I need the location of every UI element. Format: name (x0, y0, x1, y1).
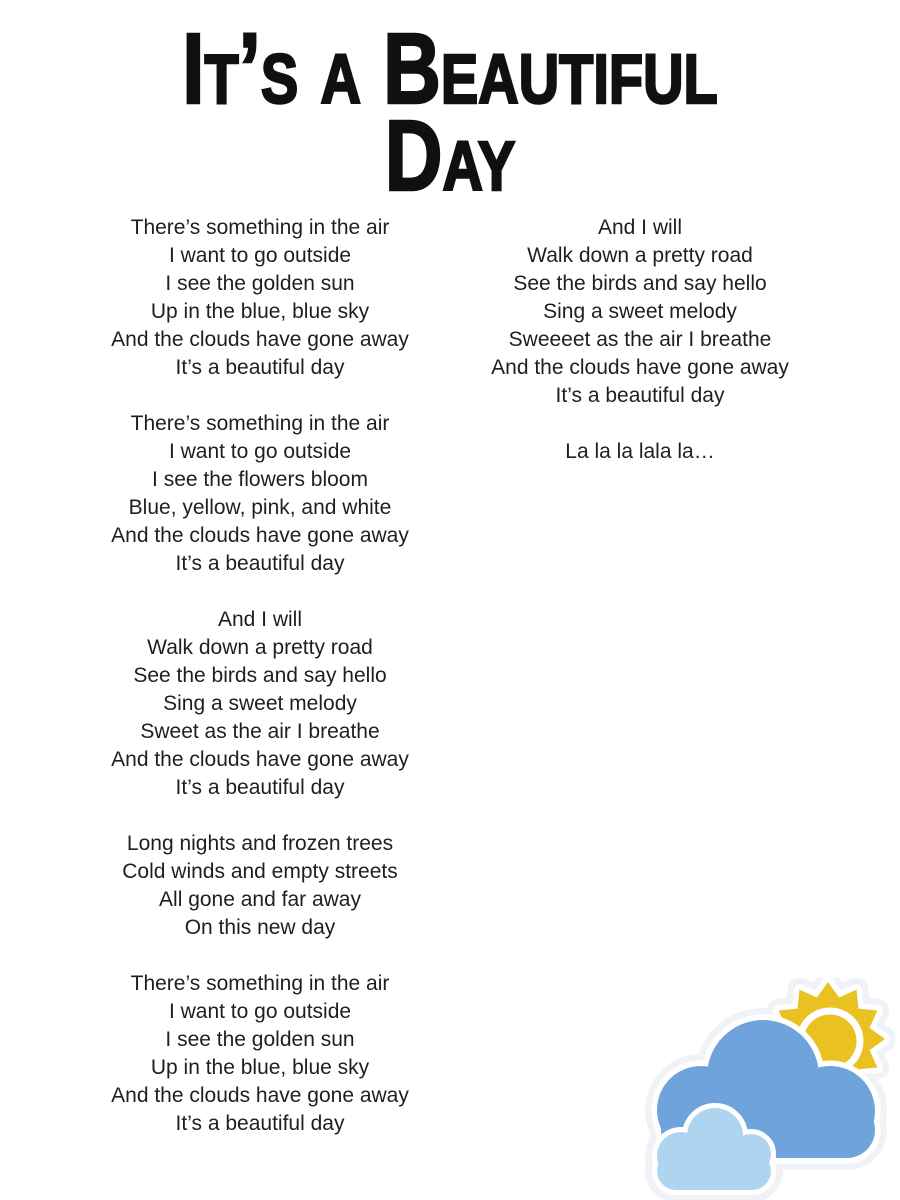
lyric-line: And I will (597, 216, 683, 239)
lyric-line: I want to go outside (168, 1000, 352, 1023)
lyric-line: Blue, yellow, pink, and white (128, 496, 392, 519)
lyric-line: I want to go outside (168, 244, 352, 267)
lyric-line: I want to go outside (168, 440, 352, 463)
verse (60, 830, 460, 942)
lyric-line: See the birds and say hello (133, 664, 387, 687)
lyric-line: It’s a beautiful day (175, 356, 345, 379)
verse (60, 214, 460, 382)
lyric-line: It’s a beautiful day (175, 1112, 345, 1135)
verse (60, 606, 460, 802)
page-title-line-2: Day (384, 100, 516, 212)
page-title (90, 13, 810, 212)
lyric-line: Sweeeet as the air I breathe (508, 328, 772, 351)
lyric-line: It’s a beautiful day (555, 384, 725, 407)
lyric-line: See the birds and say hello (513, 272, 767, 295)
verse (460, 438, 820, 466)
lyric-line: Walk down a pretty road (147, 636, 373, 659)
lyric-line: On this new day (184, 916, 336, 939)
lyric-line: I see the golden sun (165, 1028, 355, 1051)
lyric-line: Sing a sweet melody (163, 692, 357, 715)
lyric-line: I see the flowers bloom (152, 468, 368, 491)
lyric-line: Walk down a pretty road (527, 244, 753, 267)
lyric-line: And the clouds have gone away (111, 328, 409, 351)
lyric-line: There’s something in the air (130, 216, 390, 239)
lyric-line: And the clouds have gone away (111, 524, 409, 547)
lyrics-column-left (60, 214, 460, 1166)
lyric-line: I see the golden sun (165, 272, 355, 295)
lyric-line: And the clouds have gone away (491, 356, 789, 379)
lyric-line: And I will (217, 608, 303, 631)
lyric-line: Sing a sweet melody (543, 300, 737, 323)
lyric-line: Cold winds and empty streets (122, 860, 398, 883)
lyric-line: There’s something in the air (130, 972, 390, 995)
lyric-line: Sweet as the air I breathe (140, 720, 380, 743)
lyrics-column-right (460, 214, 820, 494)
lyric-line: There’s something in the air (130, 412, 390, 435)
lyric-line: Up in the blue, blue sky (150, 1056, 370, 1079)
lyric-line: And the clouds have gone away (111, 1084, 409, 1107)
lyric-line: It’s a beautiful day (175, 776, 345, 799)
verse (460, 214, 820, 410)
lyric-line: La la la lala la… (565, 440, 715, 463)
page-title-line-1: It’s a Beautiful (182, 13, 718, 125)
verse (60, 410, 460, 578)
lyric-line: And the clouds have gone away (111, 748, 409, 771)
lyric-line: Long nights and frozen trees (126, 832, 394, 855)
lyric-line: It’s a beautiful day (175, 552, 345, 575)
lyric-line: All gone and far away (159, 888, 361, 911)
sun-behind-clouds-icon (633, 978, 895, 1200)
verse (60, 970, 460, 1138)
lyric-line: Up in the blue, blue sky (150, 300, 370, 323)
